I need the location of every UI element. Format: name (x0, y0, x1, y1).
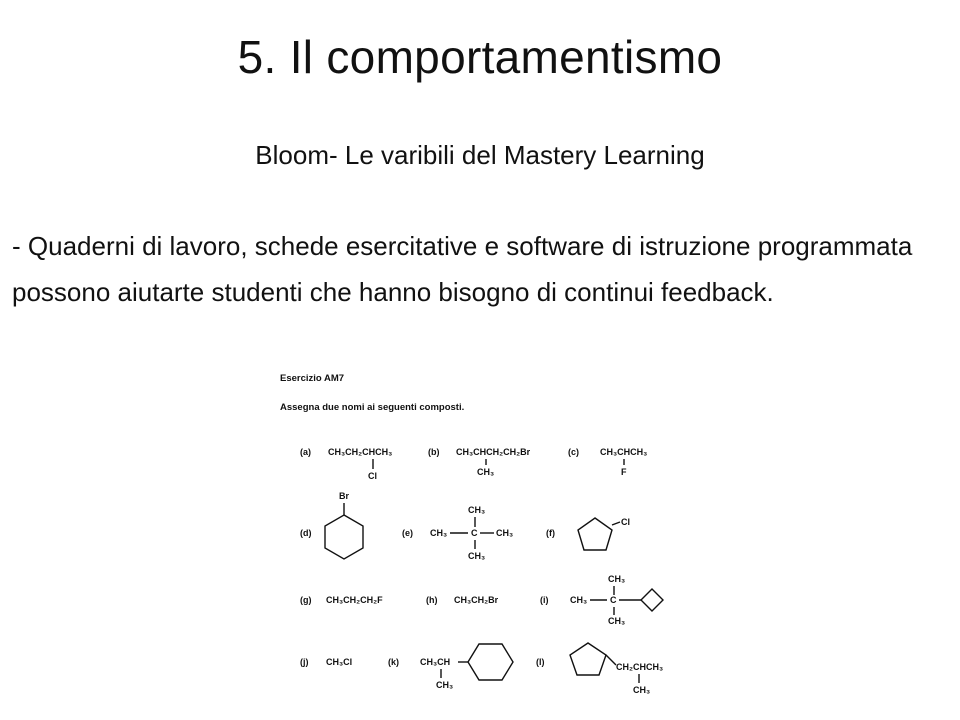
compound-e-left: CH₃ (430, 528, 448, 538)
label-g: (g) (300, 595, 312, 605)
compound-l-formula: CH₂CHCH₃ (616, 662, 664, 672)
label-e: (e) (402, 528, 413, 538)
compound-d-substituent: Br (339, 491, 350, 501)
slide-body-text: - Quaderni di lavoro, schede esercitative e software di istruzione programmata possono aiutarte studenti che hanno bisogno di continui feedback. (12, 231, 913, 307)
compound-a-formula: CH₃CH₂CHCH₃ (328, 447, 393, 457)
cyclobutane-ring-i (641, 589, 663, 611)
slide-title: 5. Il comportamentismo (237, 31, 723, 83)
label-l: (l) (536, 657, 545, 667)
compound-e-center: C (471, 528, 478, 538)
compound-l-substituent: CH₃ (633, 685, 651, 695)
compound-k-substituent: CH₃ (436, 680, 454, 690)
exercise-heading: Esercizio AM7 (280, 373, 345, 384)
label-a: (a) (300, 447, 311, 457)
compound-g-formula: CH₃CH₂CH₂F (326, 595, 383, 605)
compound-i-bottom: CH₃ (608, 616, 626, 626)
compound-c-substituent: F (621, 467, 627, 477)
compound-f-substituent: Cl (621, 517, 630, 527)
cyclopentane-ring-f (578, 518, 612, 550)
compound-j-formula: CH₃Cl (326, 657, 353, 667)
cyclopentane-ring-l (570, 643, 606, 675)
compound-c-formula: CH₃CHCH₃ (600, 447, 648, 457)
exercise-figure-svg (270, 365, 700, 705)
exercise-figure (270, 365, 700, 705)
exercise-instruction: Assegna due nomi ai seguenti composti. (280, 402, 465, 413)
compound-h-formula: CH₃CH₂Br (454, 595, 499, 605)
label-h: (h) (426, 595, 438, 605)
compound-b-substituent: CH₃ (477, 467, 495, 477)
compound-e-right: CH₃ (496, 528, 514, 538)
compound-i-left: CH₃ (570, 595, 588, 605)
label-i: (i) (540, 595, 549, 605)
label-b: (b) (428, 447, 440, 457)
label-d: (d) (300, 528, 312, 538)
slide-subtitle: Bloom- Le varibili del Mastery Learning (255, 140, 705, 170)
compound-b-formula: CH₃CHCH₂CH₂Br (456, 447, 531, 457)
compound-i-top: CH₃ (608, 574, 626, 584)
label-c: (c) (568, 447, 579, 457)
compound-a-substituent: Cl (368, 471, 377, 481)
compound-l-bond-ring (606, 655, 616, 665)
cyclohexane-ring-k (468, 644, 513, 680)
cyclohexane-ring-d (325, 515, 363, 559)
label-k: (k) (388, 657, 399, 667)
label-j: (j) (300, 657, 309, 667)
compound-e-bottom: CH₃ (468, 551, 486, 561)
compound-f-bond (612, 522, 620, 525)
compound-e-top: CH₃ (468, 505, 486, 515)
label-f: (f) (546, 528, 555, 538)
compound-k-formula: CH₃CH (420, 657, 451, 667)
compound-i-center: C (610, 595, 617, 605)
